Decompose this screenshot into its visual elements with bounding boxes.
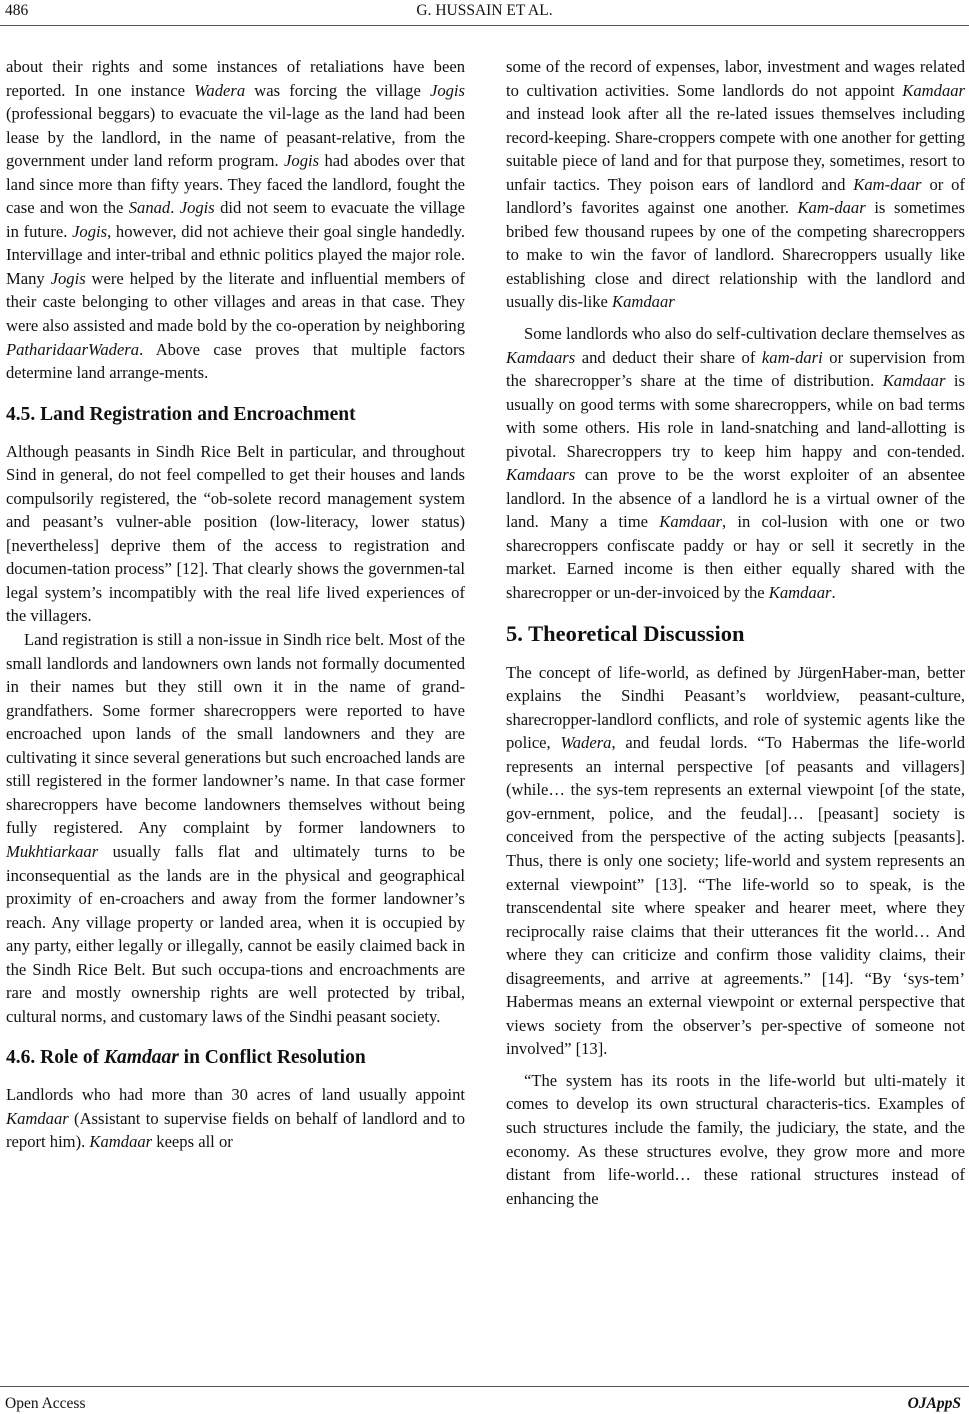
heading-suffix: in Conflict Resolution <box>178 1047 366 1069</box>
page-footer <box>0 1386 969 1412</box>
page-number: 486 <box>5 2 29 19</box>
paragraph: Landlords who had more than 30 acres of land usually appoint Kamdaar (Assistant to supervise fields on behalf of landlord and to report him). Kamdaar keeps all or <box>6 1085 465 1152</box>
running-head: G. HUSSAIN ET AL. <box>416 2 553 19</box>
heading-prefix: 4.6. Role of <box>6 1047 105 1069</box>
open-access-label: Open Access <box>5 1395 86 1412</box>
header-rule <box>0 25 969 26</box>
paragraph: Land registration is still a non-issue in Sindh rice belt. Most of the small landlords and landowners own lands not formally documented in their names but they still own it in the name of grand-grandfathers. Some former sharecroppers were reported to have encroached upon lands of the small landowners and they are cultivating it since several generations but such encroached lands are still registered in the former landowner’s name. In that case former sharecroppers have become landowners themselves without being fully registered. Any complaint by former landowners to Mukhtiarkaar usually falls flat and ultimately turns to be inconsequential as the lands are in the physical and geographical proximity of en-croachers and away from the former landowner’s reach. Any village property or landed area, when it is occupied by any party, either legally or illegally, cannot be easily claimed back in the Sindh Rice Belt. But such occupa-tions and encroachments are rare and mostly ownership rights are well protected by tribal, cultural norms, and customary laws of the Sindhi peasant society. <box>6 630 465 1026</box>
paragraph: Some landlords who also do self-cultivation declare themselves as Kamdaars and deduct their share of kam-dari or supervision from the sharecropper’s share at the time of distribution. Kamdaar is usually on good terms with some sharecroppers, while on bad terms with some others. His role in land-snatching and land-allotting is pivotal. Sharecroppers try to keep him happy and con-tended. Kamdaars can prove to be the worst exploiter of an absentee landlord. In the absence of a landlord he is a virtual owner of the land. Many a time Kamdaar, in col-lusion with one or two sharecroppers confiscate paddy or hay or sell it secretly in the market. Earned income is then either equally shared with the sharecropper or un-der-invoiced by the Kamdaar. <box>506 324 965 603</box>
paragraph-gap <box>506 1061 965 1069</box>
journal-name: OJAppS <box>907 1395 961 1412</box>
heading-term: Kamdaar <box>104 1047 179 1069</box>
section-heading-4-5: 4.5. Land Registration and Encroachment <box>6 403 356 425</box>
section-heading-4-6 <box>6 1046 465 1070</box>
left-column <box>6 55 465 1154</box>
paragraph: some of the record of expenses, labor, investment and wages related to cultivation activities. Some landlords do not appoint Kamdaar and instead look after all the re-lated issues themselves including record-keeping. Share-croppers compete with one another for getting suitable piece of land and for that purpose they, sometimes, resort to unfair tactics. They poison ears of landlord and Kam-daar or of landlord’s favorites against one another. Kam-daar is sometimes bribed few thousand rupees by one of the competing sharecroppers to make to win the favor of landlord. Sharecroppers usually like establishing close and direct relationship with the landlord and usually dis-like Kamdaar <box>506 57 965 312</box>
paragraph: about their rights and some instances of retaliations have been reported. In one instance Wadera was forcing the village Jogis (professional beggars) to evacuate the vil-lage as the land had been lease by the landlord, in the name of peasant-relative, from the government under land reform program. Jogis had abodes over that land since more than fifty years. They faced the landlord, fought the case and won the Sanad. Jogis did not seem to evacuate the village in future. Jogis, however, did not achieve their goal single handedly. Intervillage and inter-tribal and ethnic politics played the major role. Many Jogis were helped by the literate and influential members of their caste belonging to other villages and areas in that case. They were also assisted and made bold by the co-operation by neighboring PatharidaarWadera. Above case proves that multiple factors determine land arrange-ments. <box>6 57 466 383</box>
paragraph: The concept of life-world, as defined by JürgenHaber-man, better explains the Sindhi Peasant’s worldview, peasant-culture, sharecropper-landlord conflicts, and role of systemic agents like the police, Wadera, and feudal lords. “To Habermas the life-world represents an internal perspective [of peasants and villagers] (while… the sys-tem represents an external viewpoint [of the state, gov-ernment, police, and the feudal]… [peasant] society is conceived from the perspective of the acting subjects [peasants]. Thus, there is only one society; life-world and system represents an external viewpoint” [13]. “The life-world so to speak, is the transcendental site where speaker and hearer meet, where they reciprocally raise claims that their utterances fit the world… And where they can criticize and confirm those validity claims, their disagreements, and arrive at agreements.” [14]. “By ‘sys-tem’ Habermas means an external viewpoint or external perspective that views society from the observer’s per-spective of someone not involved” [13]. <box>506 662 965 1059</box>
paragraph: Although peasants in Sindh Rice Belt in particular, and throughout Sind in general, do not feel compelled to get their houses and lands compulsorily registered, the “ob-solete record management system and peasant’s vulner-able position (low-literacy, lower status) [nevertheless] deprive them of the access to registration and documen-tation process” [12]. That clearly shows the governmen-tal legal system’s incompatibly with the real life lived experiences of the villagers. <box>6 441 465 626</box>
section-heading-5: 5. Theoretical Discussion <box>506 620 745 646</box>
page-header <box>0 0 969 22</box>
footer-rule <box>0 1386 969 1387</box>
right-column <box>506 55 965 1210</box>
paragraph-gap <box>506 314 965 322</box>
paragraph: “The system has its roots in the life-world but ulti-mately it comes to develop its own structural characteris-tics. Examples of such structures include the family, the judiciary, the state, and the economy. As these structures evolve, they grow more and more distant from life-world… these rational structures instead of enhancing the <box>506 1070 965 1208</box>
